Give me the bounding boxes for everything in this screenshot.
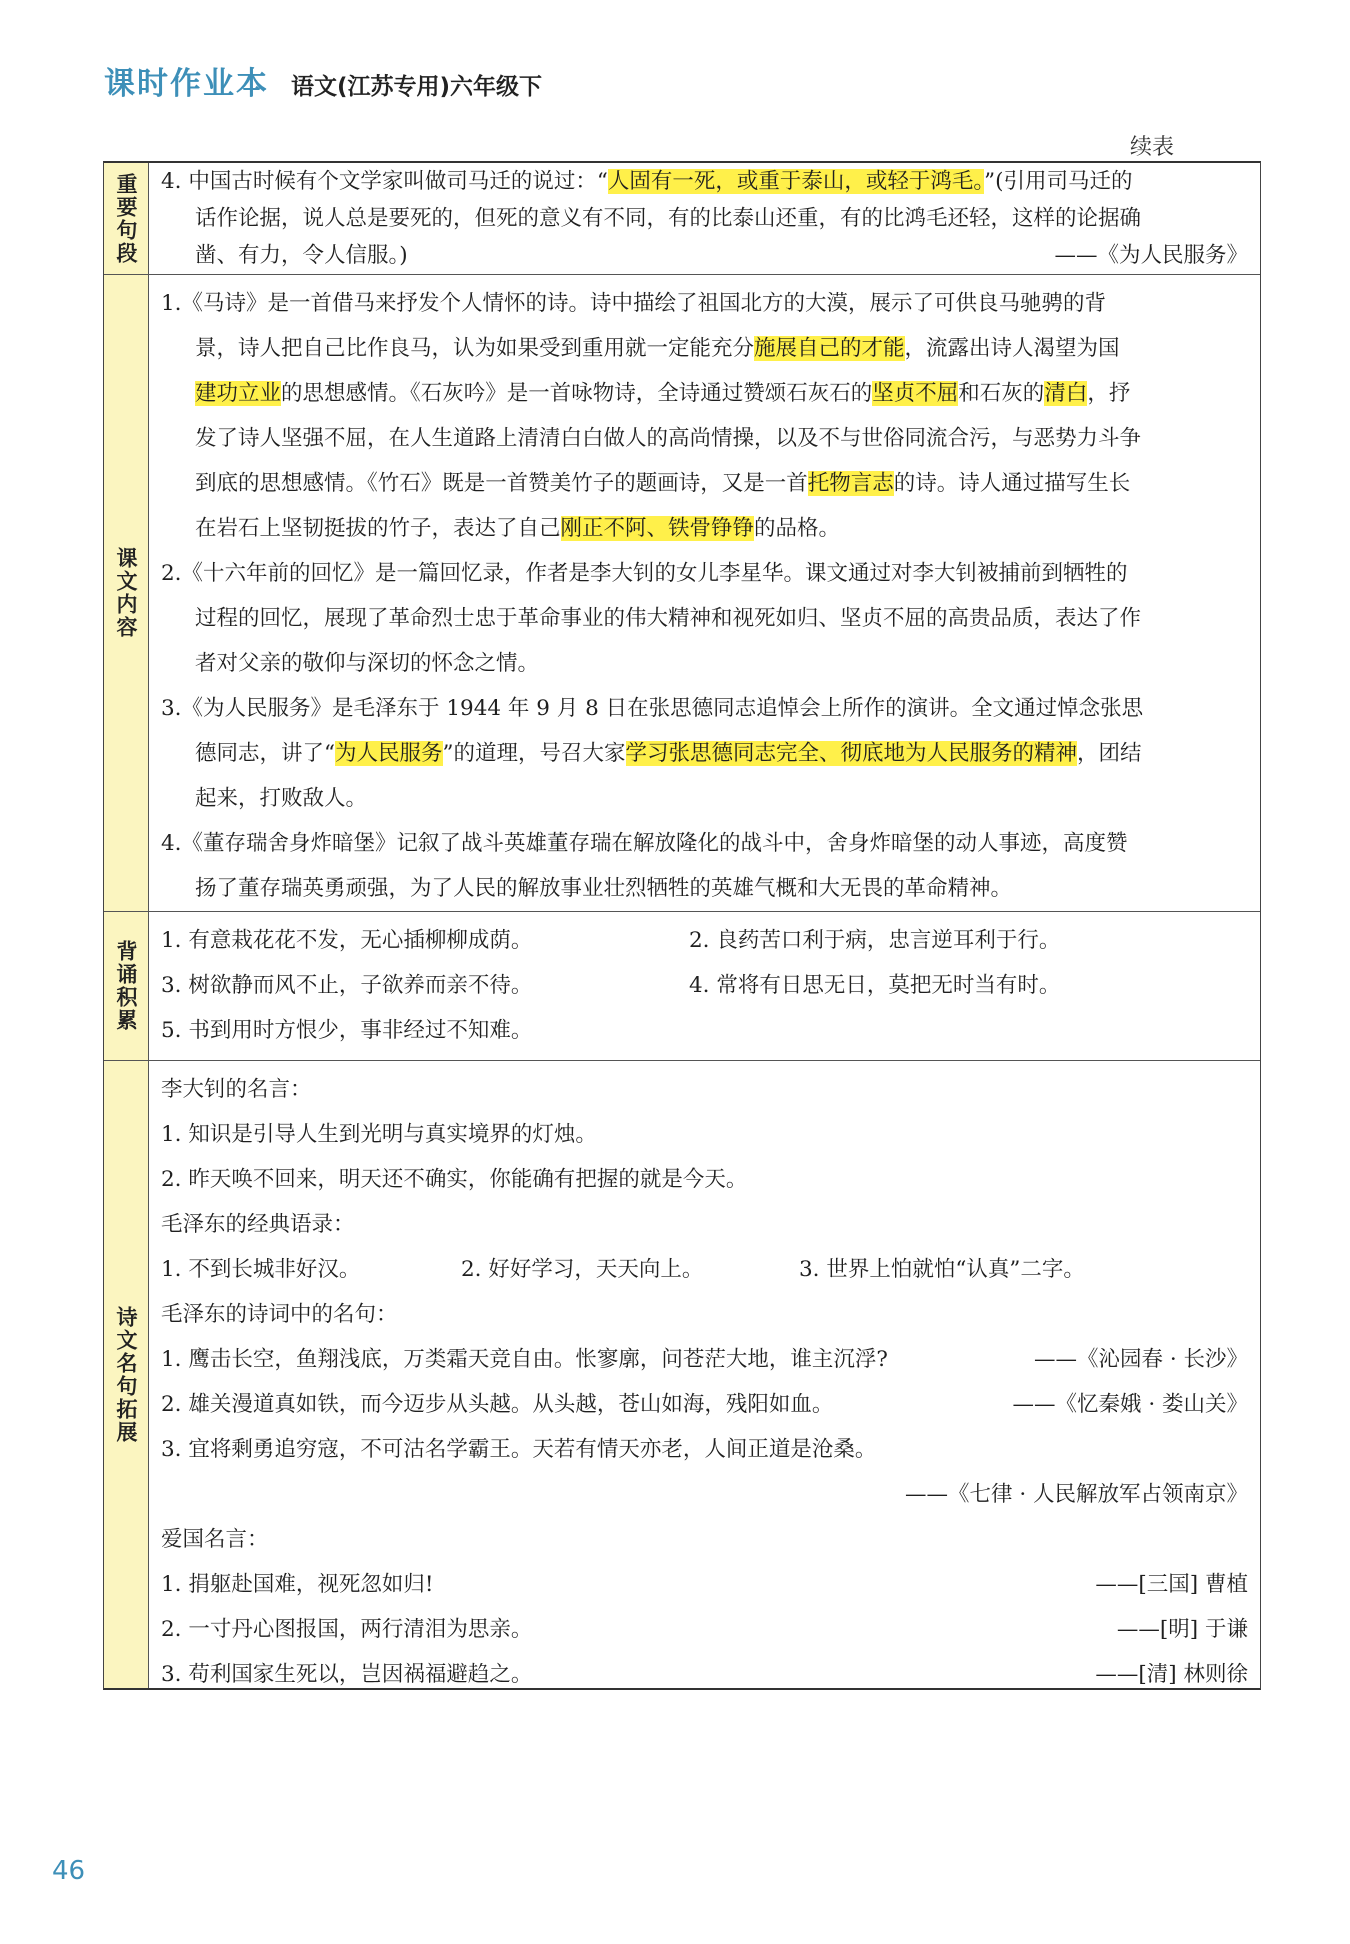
- highlight: 学习张思德同志完全、彻底地为人民服务的精神: [625, 741, 1078, 766]
- group-heading: 毛泽东的经典语录：: [161, 1212, 355, 1237]
- text-line: [161, 1382, 1248, 1427]
- text-line: [161, 1652, 1248, 1697]
- source-citation: ——《沁园春 · 长沙》: [1033, 1347, 1248, 1372]
- section-key-passages: [104, 163, 1260, 275]
- list-item: 3. 苟利国家生死以，岂因祸福避趋之。: [161, 1662, 533, 1687]
- source-citation: ——[明] 于谦: [1116, 1617, 1248, 1642]
- group-heading: 爱国名言：: [161, 1527, 269, 1552]
- list-item: 1. 捐躯赴国难，视死忽如归!: [161, 1572, 434, 1597]
- highlight: 刚正不阿、铁骨铮铮: [560, 516, 755, 541]
- section-label: 课文内容: [104, 275, 149, 911]
- list-item: 2. 雄关漫道真如铁，而今迈步从头越。从头越，苍山如海，残阳如血。: [161, 1392, 834, 1417]
- section-content: [149, 912, 1260, 1060]
- source-citation: ——[三国] 曹植: [1095, 1572, 1248, 1597]
- book-title: 课时作业本: [104, 66, 269, 102]
- list-item: 4. 常将有日思无日，莫把无时当有时。: [689, 973, 1061, 998]
- section-label: 重要句段: [104, 163, 149, 274]
- list-item: 1. 不到长城非好汉。: [161, 1257, 361, 1282]
- section-label: 诗文名句拓展: [104, 1061, 149, 1688]
- list-item: 2. 一寸丹心图报国，两行清泪为思亲。: [161, 1617, 533, 1642]
- highlight: 施展自己的才能: [754, 336, 905, 361]
- list-item: 2. 好好学习，天天向上。: [461, 1257, 704, 1282]
- text-line: [161, 1562, 1248, 1607]
- highlight: 清白: [1044, 381, 1088, 406]
- text-line: 建功立业的思想感情。《石灰吟》是一首咏物诗，全诗通过赞颂石灰石的坚贞不屈和石灰的清白，抒: [195, 381, 1131, 406]
- section-content: [149, 275, 1260, 911]
- section-label: 背诵积累: [104, 912, 149, 1060]
- list-item: 3. 树欲静而风不止，子欲养而亲不待。: [161, 973, 533, 998]
- text-line: 1.《马诗》是一首借马来抒发个人情怀的诗。诗中描绘了祖国北方的大漠，展示了可供良马驰骋的背: [161, 291, 1107, 316]
- text-line: 在岩石上坚韧挺拔的竹子，表达了自己刚正不阿、铁骨铮铮的品格。: [195, 516, 841, 541]
- text-line: [161, 918, 1248, 963]
- section-recitation: [104, 912, 1260, 1061]
- source-citation: ——《为人民服务》: [1054, 243, 1248, 268]
- highlight: 托物言志: [807, 471, 894, 496]
- text-line: 到底的思想感情。《竹石》既是一首赞美竹子的题画诗，又是一首托物言志的诗。诗人通过描写生长: [195, 471, 1131, 496]
- text-line: 扬了董存瑞英勇顽强，为了人民的解放事业壮烈牺牲的英雄气概和大无畏的革命精神。: [195, 876, 1013, 901]
- continued-label: 续表: [1130, 135, 1175, 160]
- book-subject: 语文(江苏专用)六年级下: [291, 74, 543, 100]
- list-item: 2. 良药苦口利于病，忠言逆耳利于行。: [689, 928, 1061, 953]
- list-item: 3. 宜将剩勇追穷寇，不可沽名学霸王。天若有情天亦老，人间正道是沧桑。: [161, 1437, 877, 1462]
- text-line: 凿、有力，令人信服。) ——《为人民服务》: [161, 237, 1248, 274]
- page-header: [104, 58, 543, 102]
- highlight: 坚贞不屈: [872, 381, 959, 406]
- group-heading: 李大钊的名言：: [161, 1077, 312, 1102]
- highlight: 为人民服务: [335, 741, 443, 766]
- text-line: [161, 1607, 1248, 1652]
- summary-table: [103, 161, 1261, 1690]
- group-heading: 毛泽东的诗词中的名句：: [161, 1302, 398, 1327]
- text-line: 2.《十六年前的回忆》是一篇回忆录，作者是李大钊的女儿李星华。课文通过对李大钊被捕前到牺牲的: [161, 561, 1128, 586]
- list-item: 1. 知识是引导人生到光明与真实境界的灯烛。: [161, 1122, 597, 1147]
- section-lesson-content: [104, 275, 1260, 912]
- list-item: 5. 书到用时方恨少，事非经过不知难。: [161, 1018, 533, 1043]
- text-line: 发了诗人坚强不屈，在人生道路上清清白白做人的高尚情操，以及不与世俗同流合污，与恶势力斗争: [195, 426, 1142, 451]
- text-line: 4.《董存瑞舍身炸暗堡》记叙了战斗英雄董存瑞在解放隆化的战斗中，舍身炸暗堡的动人事迹，高度赞: [161, 831, 1128, 856]
- list-item: 3. 世界上怕就怕“认真”二字。: [799, 1257, 1085, 1282]
- source-citation: ——《忆秦娥 · 娄山关》: [1012, 1392, 1248, 1417]
- text-line: [161, 1337, 1248, 1382]
- section-content: [149, 163, 1260, 274]
- list-item: 1. 有意栽花花不发，无心插柳柳成荫。: [161, 928, 533, 953]
- page-number: 46: [52, 1856, 86, 1886]
- text-line: [161, 963, 1248, 1008]
- text-line: 4. 中国古时候有个文学家叫做司马迁的说过：“人固有一死，或重于泰山，或轻于鸿毛。”(引用司马迁的: [161, 169, 1133, 194]
- highlight: 人固有一死，或重于泰山，或轻于鸿毛。: [607, 169, 985, 194]
- source-citation: ——《七律 · 人民解放军占领南京》: [904, 1482, 1248, 1507]
- text-line: 过程的回忆，展现了革命烈士忠于革命事业的伟大精神和视死如归、坚贞不屈的高贵品质，表达了作: [195, 606, 1142, 631]
- list-item: 2. 昨天唤不回来，明天还不确实，你能确有把握的就是今天。: [161, 1167, 748, 1192]
- text-line: 景，诗人把自己比作良马，认为如果受到重用就一定能充分施展自己的才能，流露出诗人渴望为国: [195, 336, 1120, 361]
- text-line: 者对父亲的敬仰与深切的怀念之情。: [195, 651, 540, 676]
- text-line: 德同志，讲了“为人民服务”的道理，号召大家学习张思德同志完全、彻底地为人民服务的精神，团结: [195, 741, 1142, 766]
- text-line: 起来，打败敌人。: [195, 786, 368, 811]
- source-citation: ——[清] 林则徐: [1095, 1662, 1248, 1687]
- list-item: 1. 鹰击长空，鱼翔浅底，万类霜天竞自由。怅寥廓，问苍茫大地，谁主沉浮?: [161, 1347, 888, 1372]
- section-content: [149, 1061, 1260, 1688]
- text-line: 3.《为人民服务》是毛泽东于 1944 年 9 月 8 日在张思德同志追悼会上所作的演讲。全文通过悼念张思: [161, 696, 1144, 721]
- section-quote-extension: [104, 1061, 1260, 1688]
- text-line: 话作论据，说人总是要死的，但死的意义有不同，有的比泰山还重，有的比鸿毛还轻，这样的论据确: [195, 206, 1142, 231]
- text-line: [161, 1247, 1248, 1292]
- highlight: 建功立业: [195, 381, 282, 406]
